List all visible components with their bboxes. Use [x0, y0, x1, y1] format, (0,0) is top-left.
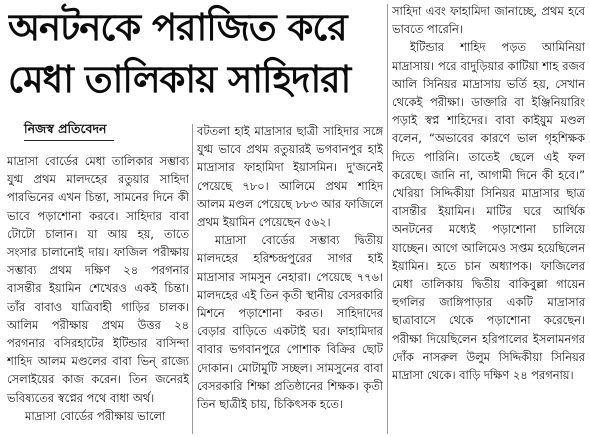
column-1-paragraph-1: মাদ্রাসা বোর্ডের মেধা তালিকার সম্ভাব্য যুগ্ম প্রথম মালদহের রতুয়ার সাহিদা পারভিনের এখন চিন্তা, সামনের দিনে কী ভাবে পড়াশোনা করবে। সাহিদার বাবা টোটো চালান। যা আয় হয়, তাতে সংসার চালানোই দায়। ফাজিল পরীক্ষায় সম্ভাব্য প্রথম দক্ষিণ ২৪ পরগনার বাসন্তীর ইয়ামিন শেখেরও একই চিন্তা। তাঁর বাবাও যাত্রিবাহী গাড়ির চালক। আলিম পরীক্ষায় প্রথম উত্তর ২৪ পরগনার বসিরহাটের ইটিন্ডার বাসিন্দা শাহিদ আলম মণ্ডলের বাবা ভিন্ রাজ্যে সেলাইয়ের কাজ করেন। তিন জনেরই ভবিষ্যতের স্বপ্নের পথে বাধা অর্থ। — [7, 154, 189, 405]
article-column-2 — [197, 122, 383, 436]
article-column-3 — [392, 2, 585, 436]
article-column-1 — [7, 152, 189, 436]
headline-line-1: অনটনকে পরাজিত করে — [8, 6, 347, 49]
column-3-paragraph-2: ইটিন্ডার শাহিদ পড়ত আমিনিয়া মাদ্রাসায়। পরে বাদুড়িয়ার কাটিয়া শাহ রজব আলি সিনিয়র মাদ্রাসায় ভর্তি হয়, সেখান থেকেই পরীক্ষা। ডাক্তারি বা ইঞ্জিনিয়ারিং পড়াই স্বপ্ন শাহিদের। বাবা কাইয়ুম মণ্ডল বলেন, “অভাবের কারণে ভাল গৃহশিক্ষক দিতে পারিনি। তাতেই ছেলে এই ফল করেছে। জানি না, আগামী দিনে কী হবে।” খেরিয়া সিদ্দিকীয়া সিনিয়র মাদ্রাসার ছাত্র বাসন্তীর ইয়ামিন। মাটির ঘরে আর্থিক অনটনের মধ্যেই পড়াশোনা চালিয়ে যাচ্ছেন। আগে আলিমেও সপ্তম হয়েছিলেন ইয়ামিন। হতে চান অধ্যাপক। ফাজিলের মেধা তালিকায় দ্বিতীয় বাকিবুল্লা গায়েন হুগলির জাঙ্গিপাড়ার একটি মাদ্রাসার ছাত্রাবাসে থেকে পড়াশোনা করেছেন। পরীক্ষা দিয়েছিলেন হরিপালের ইসলামনগর দোঁক নাসরুল উলুম সিদ্দিকীয়া সিনিয়র মাদ্রাসা থেকে। বাড়ি দক্ষিণ ২৪ পরগনায়। — [392, 40, 585, 383]
column-2-paragraph-2: মাদ্রাসা বোর্ডের সম্ভাব্য দ্বিতীয় মালদহের হরিশ্চন্দ্রপুরের সাগর হাই মাদ্রাসার সামসুন নেহারা। পেয়েছে ৭৭৬। মালদহের এই তিন কৃতী স্থানীয় বেসরকারি মিশনে পড়াশোনা করত। সাহিদাদের বেড়ার বাড়িতে একটাই ঘর। ফাহামিদার বাবার ভগবানপুরে পোশাক বিক্রির ছোট দোকান। মোটামুটি সচ্ছল। সামসুনের বাবা বেসরকারি শিক্ষা প্রতিষ্ঠানের শিক্ষক। কৃতী তিন ছাত্রীই চায়, চিকিৎসক হতে। — [197, 233, 383, 412]
column-1-paragraph-2: মাদ্রাসা বোর্ডের পরীক্ষায় ভালো — [25, 408, 166, 423]
column-divider-2 — [387, 4, 388, 434]
headline — [8, 2, 383, 116]
column-3-paragraph-1: সাহিদা এবং ফাহামিদা জানাচ্ছে, প্রথম হবে ভাবতে পারেনি। — [392, 4, 585, 37]
byline: নিজস্ব প্রতিবেদন — [24, 118, 114, 141]
column-divider-1 — [192, 124, 193, 434]
column-2-paragraph-1: বটতলা হাই মাদ্রাসার ছাত্রী সাহিদার সঙ্গে যুগ্ম ভাবে প্রথম রতুয়ারই ভগবানপুর হাই মাদ্রাসার ফাহামিদা ইয়াসমিন। দু'জনেই পেয়েছে ৭৮০। আলিমে প্রথম শাহিদ আলম মণ্ডল পেয়েছে ৮৮৩ আর ফাজিলে প্রথম ইয়ামিন পেয়েছেন ৫৬২। — [197, 124, 383, 230]
headline-line-2: মেধা তালিকায় সাহিদারা — [8, 58, 351, 101]
